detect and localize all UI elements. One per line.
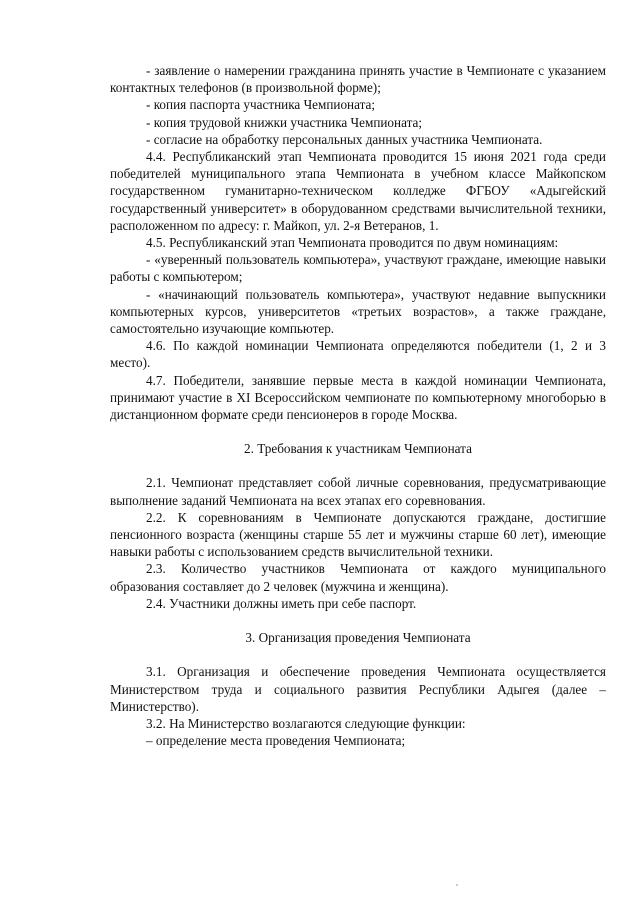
paragraph-2-2: 2.2. К соревнованиям в Чемпионате допускаются граждане, достигшие пенсионного возраста (женщины старше 55 лет и мужчины старше 60 лет), имеющие навыки работы с использованием средств вычислительной техники. [110,509,606,560]
paragraph-2-3: 2.3. Количество участников Чемпионата от каждого муниципального образования составляет до 2 человек (мужчина и женщина). [110,561,606,594]
paragraph-4-7: 4.7. Победители, занявшие первые места в каждой номинации Чемпионата, принимают участие в XI Всероссийском чемпионате по компьютерному многоборью в дистанционном формате среди пенсионеров в городе Москва. [110,372,606,423]
document-body [110,62,606,749]
list-item-application: - заявление о намерении гражданина принять участие в Чемпионате с указанием контактных телефонов (в произвольной форме); [110,63,606,96]
scan-speck [456,884,458,886]
paragraph-2-4: 2.4. Участники должны иметь при себе паспорт. [146,595,417,611]
paragraph-4-6: 4.6. По каждой номинации Чемпионата определяются победители (1, 2 и 3 место). [110,338,606,371]
paragraph-3-1: 3.1. Организация и обеспечение проведения Чемпионата осуществляется Министерством труда и социального развития Республики Адыгея (далее – Министерство). [110,664,606,714]
nomination-confident-user: - «уверенный пользователь компьютера», участвуют граждане, имеющие навыки работы с компьютером; [110,252,606,285]
list-item-workbook-copy: - копия трудовой книжки участника Чемпионата; [146,114,423,130]
list-item-passport-copy: - копия паспорта участника Чемпионата; [146,97,376,113]
nomination-beginner-user: - «начинающий пользователь компьютера», участвуют недавние выпускники компьютерных курсов, университетов «третьих возрастов», а также граждане, самостоятельно изучающие компьютер. [110,286,606,337]
section-3-heading: 3. Организация проведения Чемпионата [245,630,471,646]
paragraph-3-2: 3.2. На Министерство возлагаются следующие функции: [146,715,466,731]
paragraph-4-5: 4.5. Республиканский этап Чемпионата проводится по двум номинациям: [146,235,559,251]
list-item-venue: – определение места проведения Чемпионата; [146,733,406,749]
section-2-heading: 2. Требования к участникам Чемпионата [244,441,472,457]
paragraph-2-1: 2.1. Чемпионат представляет собой личные соревнования, предусматривающие выполнение заданий Чемпионата на всех этапах его соревнования. [110,475,606,508]
paragraph-4-4: 4.4. Республиканский этап Чемпионата проводится 15 июня 2021 года среди победителей муниципального этапа Чемпионата в учебном классе Майкопском государственном гуманитарно-техническом колледже ФГБОУ «Адыгейский государственный университет» в оборудованном средствами вычислительной техники, расположенном по адресу: г. Майкоп, ул. 2-я Ветеранов, 1. [110,149,606,233]
list-item-consent: - согласие на обработку персональных данных участника Чемпионата. [146,131,543,147]
